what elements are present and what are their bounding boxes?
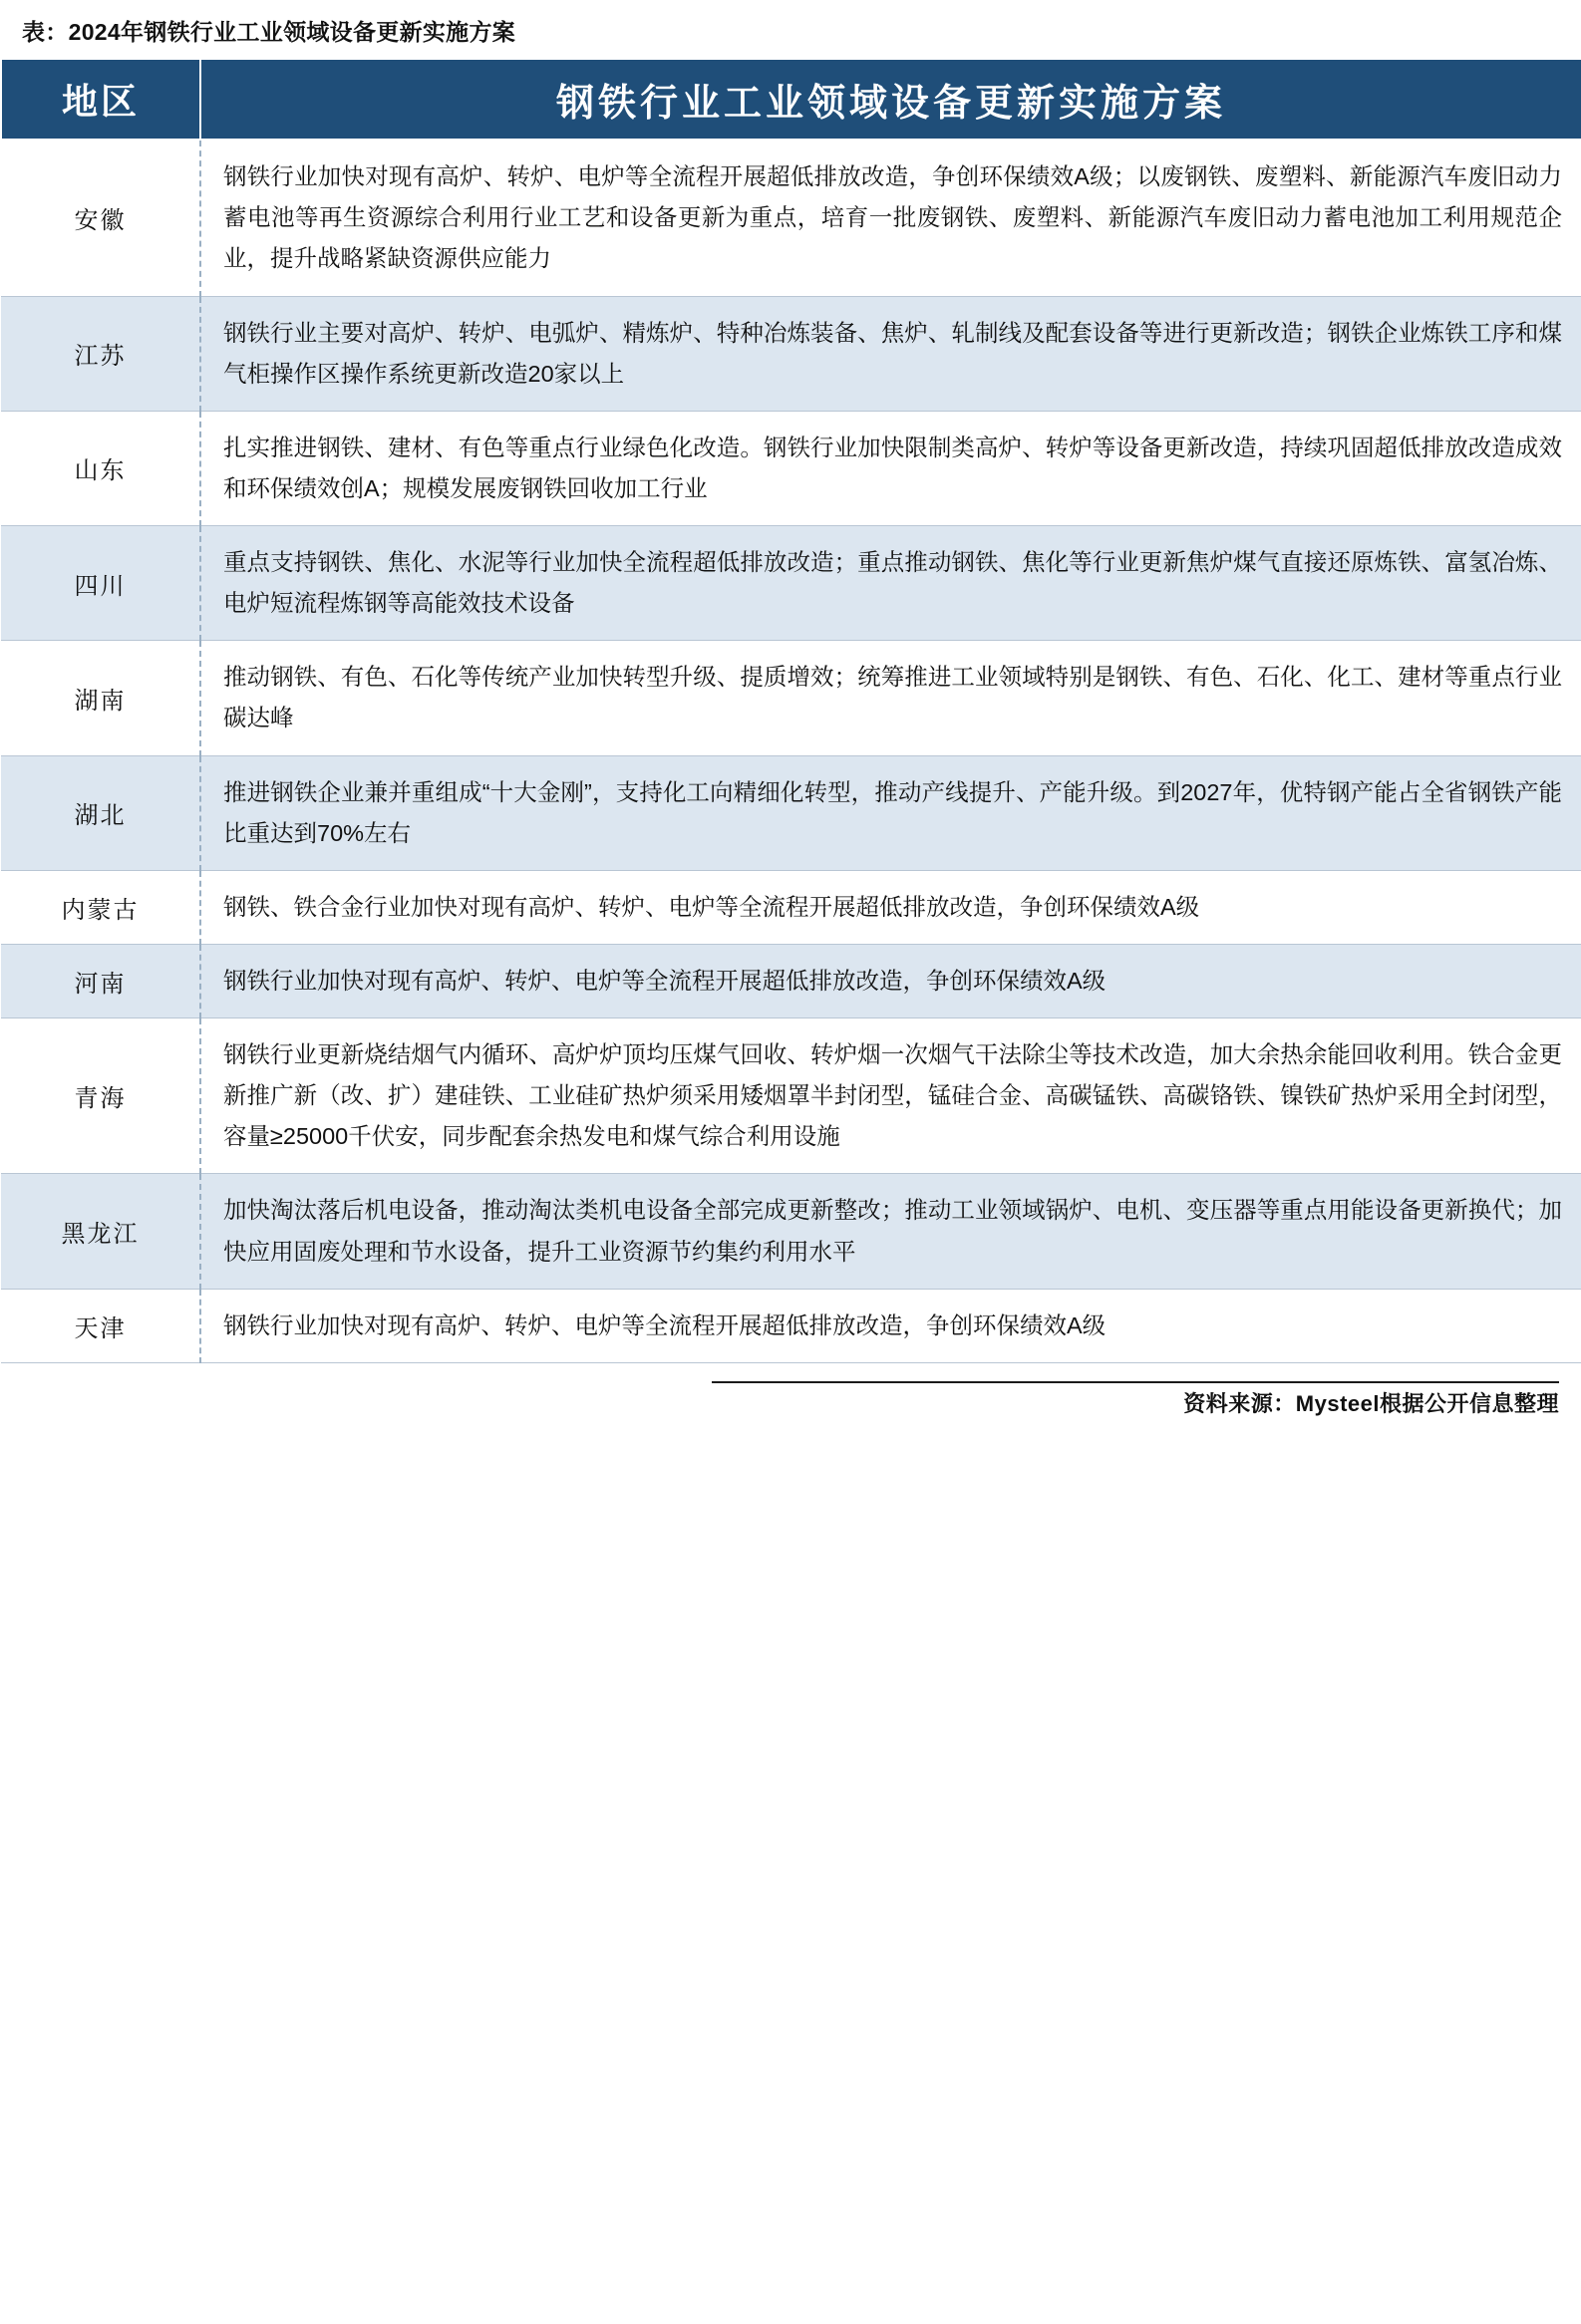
cell-region: 四川 xyxy=(1,526,200,641)
cell-region: 河南 xyxy=(1,944,200,1017)
table-row xyxy=(1,1018,1581,1174)
cell-content: 推动钢铁、有色、石化等传统产业加快转型升级、提质增效；统筹推进工业领域特别是钢铁、有色、石化、化工、建材等重点行业碳达峰 xyxy=(200,641,1581,755)
table-row xyxy=(1,641,1581,755)
equipment-renewal-table xyxy=(0,58,1581,1363)
cell-content: 扎实推进钢铁、建材、有色等重点行业绿色化改造。钢铁行业加快限制类高炉、转炉等设备更新改造，持续巩固超低排放改造成效和环保绩效创A；规模发展废钢铁回收加工行业 xyxy=(200,411,1581,525)
cell-region: 湖南 xyxy=(1,641,200,755)
cell-region: 江苏 xyxy=(1,296,200,411)
table-row xyxy=(1,1289,1581,1362)
table-header-row xyxy=(1,59,1581,140)
column-header-region: 地区 xyxy=(1,59,200,140)
table-row xyxy=(1,1174,1581,1289)
table-row xyxy=(1,526,1581,641)
cell-region: 内蒙古 xyxy=(1,870,200,944)
table-header xyxy=(1,59,1581,140)
source-footer xyxy=(0,1363,1581,1427)
cell-region: 青海 xyxy=(1,1018,200,1174)
cell-region: 安徽 xyxy=(1,140,200,296)
cell-content: 推进钢铁企业兼并重组成“十大金刚”，支持化工向精细化转型，推动产线提升、产能升级。到2027年，优特钢产能占全省钢铁产能比重达到70%左右 xyxy=(200,755,1581,870)
table-row xyxy=(1,755,1581,870)
cell-region: 天津 xyxy=(1,1289,200,1362)
cell-region: 黑龙江 xyxy=(1,1174,200,1289)
cell-content: 钢铁行业加快对现有高炉、转炉、电炉等全流程开展超低排放改造，争创环保绩效A级 xyxy=(200,1289,1581,1362)
table-row xyxy=(1,870,1581,944)
table-row xyxy=(1,411,1581,525)
table-row xyxy=(1,944,1581,1017)
table-row xyxy=(1,296,1581,411)
cell-region: 湖北 xyxy=(1,755,200,870)
source-divider xyxy=(712,1381,1559,1383)
cell-content: 重点支持钢铁、焦化、水泥等行业加快全流程超低排放改造；重点推动钢铁、焦化等行业更新焦炉煤气直接还原炼铁、富氢冶炼、电炉短流程炼钢等高能效技术设备 xyxy=(200,526,1581,641)
cell-content: 钢铁行业主要对高炉、转炉、电弧炉、精炼炉、特种冶炼装备、焦炉、轧制线及配套设备等进行更新改造；钢铁企业炼铁工序和煤气柜操作区操作系统更新改造20家以上 xyxy=(200,296,1581,411)
cell-region: 山东 xyxy=(1,411,200,525)
cell-content: 钢铁行业加快对现有高炉、转炉、电炉等全流程开展超低排放改造，争创环保绩效A级 xyxy=(200,944,1581,1017)
table-caption: 表：2024年钢铁行业工业领域设备更新实施方案 xyxy=(22,19,516,45)
table-row xyxy=(1,140,1581,296)
cell-content: 钢铁行业加快对现有高炉、转炉、电炉等全流程开展超低排放改造，争创环保绩效A级；以废钢铁、废塑料、新能源汽车废旧动力蓄电池等再生资源综合利用行业工艺和设备更新为重点，培育一批废钢铁、废塑料、新能源汽车废旧动力蓄电池加工利用规范企业，提升战略紧缺资源供应能力 xyxy=(200,140,1581,296)
cell-content: 钢铁、铁合金行业加快对现有高炉、转炉、电炉等全流程开展超低排放改造，争创环保绩效A级 xyxy=(200,870,1581,944)
cell-content: 钢铁行业更新烧结烟气内循环、高炉炉顶均压煤气回收、转炉烟一次烟气干法除尘等技术改造，加大余热余能回收利用。铁合金更新推广新（改、扩）建硅铁、工业硅矿热炉须采用矮烟罩半封闭型，锰硅合金、高碳锰铁、高碳铬铁、镍铁矿热炉采用全封闭型，容量≥25000千伏安，同步配套余热发电和煤气综合利用设施 xyxy=(200,1018,1581,1174)
source-text: 资料来源：Mysteel根据公开信息整理 xyxy=(1183,1390,1559,1416)
cell-content: 加快淘汰落后机电设备，推动淘汰类机电设备全部完成更新整改；推动工业领域锅炉、电机、变压器等重点用能设备更新换代；加快应用固废处理和节水设备，提升工业资源节约集约利用水平 xyxy=(200,1174,1581,1289)
table-body xyxy=(1,140,1581,1362)
column-header-content: 钢铁行业工业领域设备更新实施方案 xyxy=(200,59,1581,140)
